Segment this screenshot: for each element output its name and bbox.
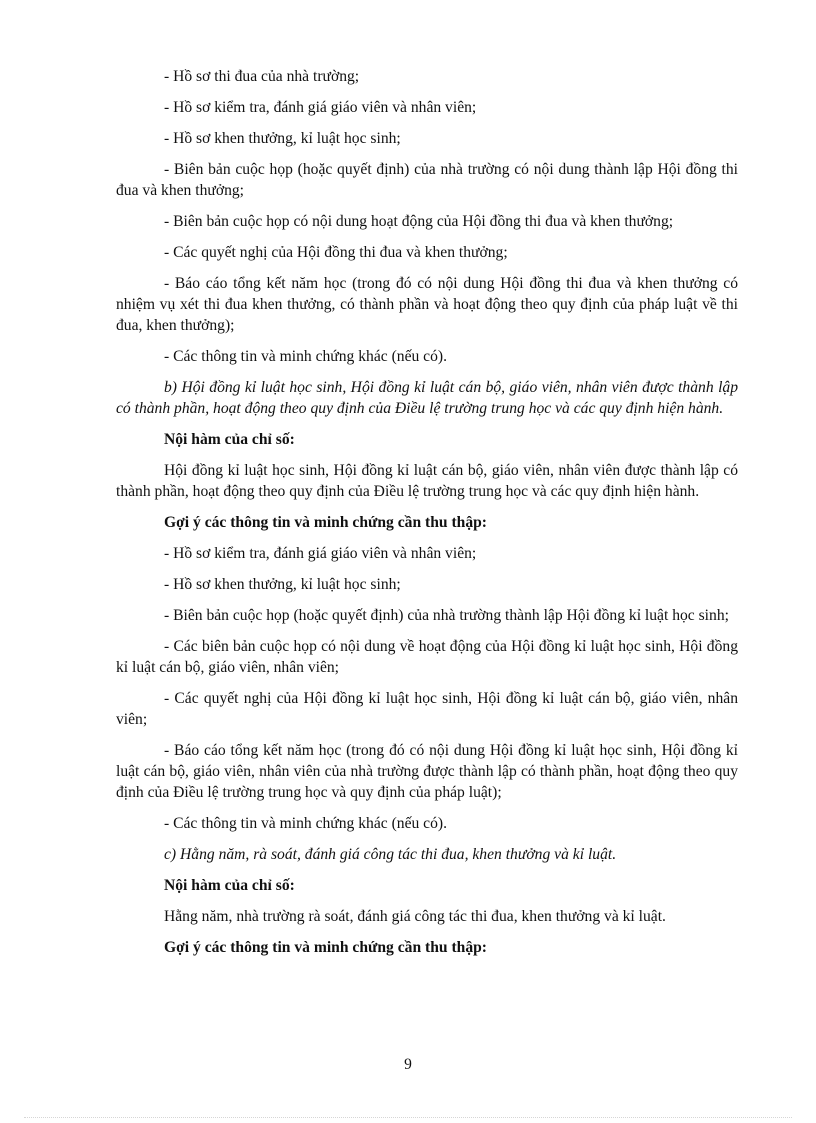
paragraph: - Báo cáo tổng kết năm học (trong đó có nội dung Hội đồng kỉ luật học sinh, Hội đồng kỉ luật cán bộ, giáo viên, nhân viên của nhà trường được thành lập có thành phần, hoạt động theo quy định của Điều lệ trường trung học và quy định của pháp luật); <box>116 742 738 801</box>
paragraph: - Các quyết nghị của Hội đồng thi đua và khen thưởng; <box>164 244 508 261</box>
section-heading: Gợi ý các thông tin và minh chứng cần thu thập: <box>164 514 487 531</box>
page-number: 9 <box>404 1056 412 1073</box>
page-body <box>116 66 738 968</box>
paragraph: - Các biên bản cuộc họp có nội dung về hoạt động của Hội đồng kỉ luật học sinh, Hội đồng kỉ luật cán bộ, giáo viên, nhân viên; <box>116 638 738 676</box>
paragraph: - Báo cáo tổng kết năm học (trong đó có nội dung Hội đồng thi đua và khen thưởng có nhiệm vụ xét thi đua khen thưởng, có thành phần và hoạt động theo quy định của pháp luật về thi đua, khen thưởng); <box>116 275 738 334</box>
paragraph: - Các thông tin và minh chứng khác (nếu có). <box>164 815 447 832</box>
paragraph: - Biên bản cuộc họp có nội dung hoạt động của Hội đồng thi đua và khen thưởng; <box>164 213 674 230</box>
section-heading: Nội hàm của chỉ số: <box>164 877 295 894</box>
section-heading: Gợi ý các thông tin và minh chứng cần thu thập: <box>164 939 487 956</box>
paragraph: - Các quyết nghị của Hội đồng kỉ luật học sinh, Hội đồng kỉ luật cán bộ, giáo viên, nhân viên; <box>116 690 738 728</box>
paragraph: - Hồ sơ khen thưởng, kỉ luật học sinh; <box>164 576 401 593</box>
page-bottom-divider <box>24 1117 792 1118</box>
criterion-heading-b: b) Hội đồng kỉ luật học sinh, Hội đồng kỉ luật cán bộ, giáo viên, nhân viên được thành lập có thành phần, hoạt động theo quy định của Điều lệ trường trung học và các quy định hiện hành. <box>116 379 738 417</box>
paragraph: - Hồ sơ kiểm tra, đánh giá giáo viên và nhân viên; <box>164 99 477 116</box>
criterion-heading-c: c) Hằng năm, rà soát, đánh giá công tác thi đua, khen thưởng và kỉ luật. <box>164 846 617 863</box>
section-heading: Nội hàm của chỉ số: <box>164 431 295 448</box>
paragraph: - Các thông tin và minh chứng khác (nếu có). <box>164 348 447 365</box>
paragraph: - Hồ sơ kiểm tra, đánh giá giáo viên và nhân viên; <box>164 545 477 562</box>
paragraph: Hằng năm, nhà trường rà soát, đánh giá công tác thi đua, khen thưởng và kỉ luật. <box>164 908 666 925</box>
paragraph: - Biên bản cuộc họp (hoặc quyết định) của nhà trường thành lập Hội đồng kỉ luật học sinh; <box>164 607 729 624</box>
paragraph: Hội đồng kỉ luật học sinh, Hội đồng kỉ luật cán bộ, giáo viên, nhân viên được thành lập có thành phần, hoạt động theo quy định của Điều lệ trường trung học và các quy định hiện hành. <box>116 462 738 500</box>
paragraph: - Hồ sơ khen thưởng, kỉ luật học sinh; <box>164 130 401 147</box>
paragraph: - Biên bản cuộc họp (hoặc quyết định) của nhà trường có nội dung thành lập Hội đồng thi đua và khen thưởng; <box>116 161 738 199</box>
paragraph: - Hồ sơ thi đua của nhà trường; <box>164 68 360 85</box>
